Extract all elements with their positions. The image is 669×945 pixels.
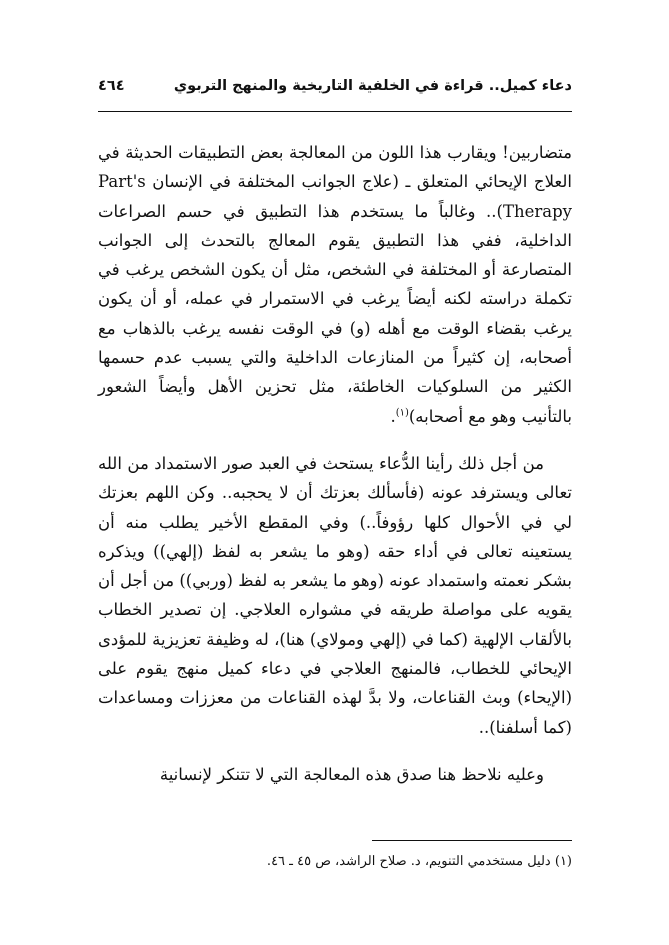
paragraph-gap — [98, 742, 572, 760]
running-header — [98, 74, 572, 102]
header-title: دعاء كميل.. قراءة في الخلفية التاريخية والمنهج التربوي — [173, 78, 572, 94]
paragraph-3: وعليه نلاحظ هنا صدق هذه المعالجة التي لا تتنكر لإنسانية — [159, 764, 544, 784]
page-number: ٤٦٤ — [98, 78, 125, 94]
footnote-marker: (١) — [554, 854, 572, 869]
footnote — [98, 852, 572, 872]
footnote-text: دليل مستخدمي التنويم، د. صلاح الراشد، ص ٤٥ ـ ٤٦. — [266, 854, 551, 869]
body-text — [98, 138, 572, 789]
paragraph-1-text: متضاربين! ويقارب هذا اللون من المعالجة بعض التطبيقات الحديثة في العلاج الإيحائي المتعلق ـ (علاج الجوانب المختلفة في الإنسان Part's Therapy).. وغالباً ما يستخدم هذا التطبيق في حسم الصراعات الداخلية، ففي هذا التطبيق يقوم المعالج بالتحدث إلى الجوانب المتصارعة أو المختلفة في الشخص، مثل أن يكون الشخص يرغب في تكملة دراسته لكنه أيضاً يرغب في الاستمرار في عمله، أو أن يكون يرغب بقضاء الوقت مع أهله (و) في الوقت نفسه يرغب بالذهاب مع أصحابه، إن كثيراً من المنازعات الداخلية والتي يسبب عدم حسمها الكثير من السلوكيات الخاطئة، مثل تحزين الأهل وأيضاً الشعور بالتأنيب وهو مع أصحابه) — [98, 143, 572, 426]
paragraph-2: من أجل ذلك رأينا الدُّعاء يستحث في العبد صور الاستمداد من الله تعالى ويسترفد عونه (فأسألك بعزتك أن لا يحجبه.. وكن اللهم بعزتك لي في الأحوال كلها رؤوفاً..) وفي المقطع الأخير يطلب منه أن يستعينه تعالى في أداء حقه (وهو ما يشعر به لفظ (إلهي)) ويذكره بشكر نعمته واستمداد عونه (وهو ما يشعر به لفظ (وربي)) من أجل أن يقويه على مواصلة طريقه في مشواره العلاجي. إن تصدير الخطاب بالألقاب الإلهية (كما في (إلهي ومولاي) هنا)، له وظيفة تعزيزية للمؤدى الإيحائي للخطاب، فالمنهج العلاجي في دعاء كميل منهج يقوم على (الإيحاء) وبث القناعات، ولا بدَّ لهذه القناعات من معززات ومساعدات (كما أسلفنا).. — [98, 453, 572, 737]
header-rule — [98, 111, 572, 112]
footnote-separator — [372, 840, 572, 841]
footnote-ref-1[interactable]: (١) — [395, 407, 409, 419]
paragraph-1-end: . — [390, 406, 396, 426]
paragraph-1 — [98, 138, 572, 431]
paragraph-gap — [98, 431, 572, 449]
